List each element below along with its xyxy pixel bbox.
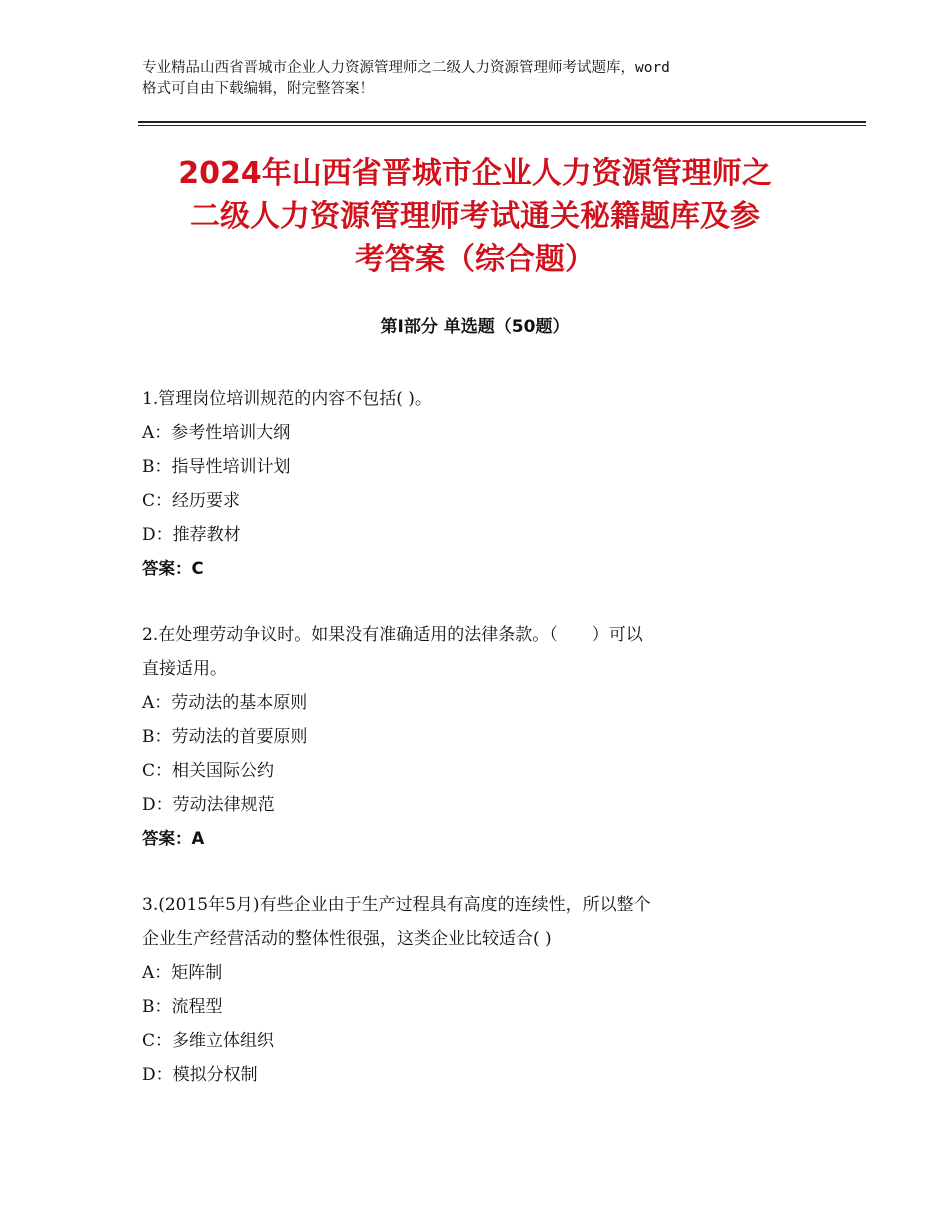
question-1-option-a: A：参考性培训大纲 [142,423,291,443]
question-3-stem-line-2: 企业生产经营活动的整体性很强，这类企业比较适合( ) [142,929,552,949]
question-3 [142,888,842,1092]
question-3-option-a: A：矩阵制 [142,963,223,983]
question-3-stem-line-1: 3.(2015年5月)有些企业由于生产过程具有高度的连续性，所以整个 [142,895,651,915]
header-divider-thick [138,121,866,123]
header-note [142,58,832,100]
question-2-answer: 答案：A [142,829,205,848]
question-2-option-b: B：劳动法的首要原则 [142,727,308,747]
question-spacer [142,856,842,888]
question-1-stem: 1.管理岗位培训规范的内容不包括( )。 [142,389,432,409]
question-1-option-d: D：推荐教材 [142,525,241,545]
question-2-stem-line-1: 2.在处理劳动争议时。如果没有准确适用的法律条款。（ ）可以 [142,625,643,645]
question-spacer [142,586,842,618]
document-title [90,152,860,281]
title-line-3: 考答案（综合题） [355,242,595,277]
question-1-answer: 答案：C [142,559,204,578]
header-note-line-1: 专业精品山西省晋城市企业人力资源管理师之二级人力资源管理师考试题库，word [142,60,670,76]
question-2 [142,618,842,856]
section-title: 第Ⅰ部分 单选题（50题） [380,317,570,337]
question-3-option-d: D：模拟分权制 [142,1065,258,1085]
question-list [142,382,842,1092]
question-2-option-c: C：相关国际公约 [142,761,275,781]
question-1 [142,382,842,586]
question-3-option-b: B：流程型 [142,997,223,1017]
header-divider-thin [138,125,866,126]
question-1-option-b: B：指导性培训计划 [142,457,291,477]
question-2-stem-line-2: 直接适用。 [142,659,227,679]
question-1-option-c: C：经历要求 [142,491,241,511]
question-3-option-c: C：多维立体组织 [142,1031,275,1051]
header-note-line-2: 格式可自由下载编辑，附完整答案！ [142,81,374,97]
question-2-option-d: D：劳动法律规范 [142,795,275,815]
title-line-1: 2024年山西省晋城市企业人力资源管理师之 [178,156,772,191]
title-line-2: 二级人力资源管理师考试通关秘籍题库及参 [190,199,760,234]
question-2-option-a: A：劳动法的基本原则 [142,693,308,713]
